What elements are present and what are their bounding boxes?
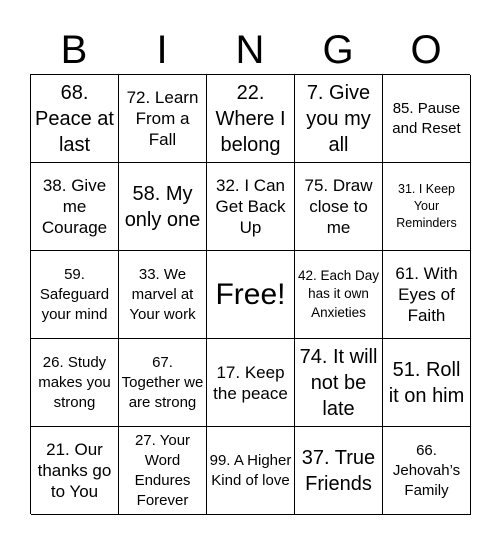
bingo-cell[interactable] bbox=[119, 427, 207, 515]
cell-text: 27. Your Word Endures Forever bbox=[134, 431, 191, 509]
cell-text: 51. Roll it on him bbox=[388, 358, 465, 407]
bingo-cell[interactable] bbox=[383, 163, 471, 251]
cell-text: 99. A Higher Kind of love bbox=[209, 451, 292, 489]
cell-text: 68. Peace at last bbox=[35, 81, 114, 156]
cell-text: 21. Our thanks go to You bbox=[37, 440, 112, 501]
cell-text: 67. Together we are strong bbox=[121, 353, 204, 411]
cell-text: 26. Study makes you strong bbox=[38, 353, 111, 411]
cell-text: 59. Safeguard your mind bbox=[39, 265, 110, 323]
cell-text: 85. Pause and Reset bbox=[392, 99, 461, 137]
bingo-cell[interactable] bbox=[31, 75, 119, 163]
header-letter-i: I bbox=[156, 28, 168, 72]
cell-text: 17. Keep the peace bbox=[213, 362, 288, 403]
bingo-cell[interactable] bbox=[207, 339, 295, 427]
cell-text: 37. True Friends bbox=[301, 446, 376, 495]
bingo-cell[interactable] bbox=[207, 163, 295, 251]
bingo-cell[interactable] bbox=[383, 75, 471, 163]
header-letter-b: B bbox=[60, 28, 88, 72]
cell-text: 74. It will not be late bbox=[299, 345, 378, 420]
bingo-cell[interactable] bbox=[383, 427, 471, 515]
bingo-cell[interactable] bbox=[31, 339, 119, 427]
bingo-cell[interactable] bbox=[31, 427, 119, 515]
cell-text: 42. Each Day has it own Anxieties bbox=[297, 267, 380, 320]
header-letter-n: N bbox=[235, 28, 265, 72]
header-letter-g: G bbox=[322, 28, 354, 72]
bingo-cell[interactable] bbox=[295, 75, 383, 163]
cell-text: 33. We marvel at Your work bbox=[129, 265, 196, 323]
bingo-cell[interactable] bbox=[31, 163, 119, 251]
bingo-cell[interactable] bbox=[207, 75, 295, 163]
bingo-cell[interactable] bbox=[295, 251, 383, 339]
bingo-cell[interactable] bbox=[31, 251, 119, 339]
cell-text: 31. I Keep Your Reminders bbox=[396, 182, 457, 230]
cell-text: 7. Give you my all bbox=[306, 81, 371, 156]
bingo-cell[interactable] bbox=[383, 251, 471, 339]
free-space[interactable] bbox=[207, 251, 295, 339]
free-space-label: Free! bbox=[215, 277, 286, 311]
bingo-cell[interactable] bbox=[207, 427, 295, 515]
cell-text: 66. Jehovah’s Family bbox=[392, 441, 461, 499]
bingo-cell[interactable] bbox=[119, 339, 207, 427]
cell-text: 32. I Can Get Back Up bbox=[215, 176, 286, 237]
bingo-header bbox=[30, 26, 470, 74]
cell-text: 72. Learn From a Fall bbox=[126, 88, 199, 149]
bingo-cell[interactable] bbox=[295, 339, 383, 427]
cell-text: 38. Give me Courage bbox=[41, 176, 108, 237]
bingo-board bbox=[30, 74, 470, 514]
bingo-cell[interactable] bbox=[383, 339, 471, 427]
bingo-cell[interactable] bbox=[119, 75, 207, 163]
cell-text: 58. My only one bbox=[124, 182, 201, 231]
bingo-cell[interactable] bbox=[295, 163, 383, 251]
bingo-cell[interactable] bbox=[295, 427, 383, 515]
cell-text: 61. With Eyes of Faith bbox=[395, 264, 458, 325]
bingo-cell[interactable] bbox=[119, 163, 207, 251]
bingo-cell[interactable] bbox=[119, 251, 207, 339]
cell-text: 22. Where I belong bbox=[215, 81, 286, 156]
header-letter-o: O bbox=[410, 28, 442, 72]
cell-text: 75. Draw close to me bbox=[304, 176, 373, 237]
